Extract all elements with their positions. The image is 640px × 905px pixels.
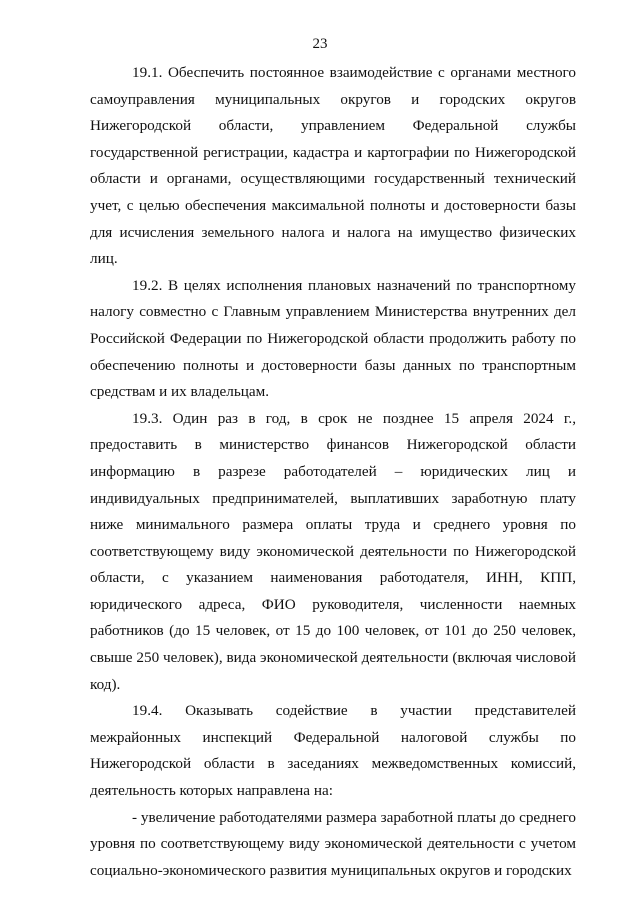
page-number: 23 — [312, 36, 328, 52]
document-body — [90, 60, 576, 884]
paragraph-19-4: 19.4. Оказывать содействие в участии представителей межрайонных инспекций Федеральной налоговой службы по Нижегородской области в заседаниях межведомственных комиссий, деятельность которых направлена на: — [90, 702, 576, 800]
paragraph-19-2: 19.2. В целях исполнения плановых назначений по транспортному налогу совместно с Главным управлением Министерства внутренних дел Российской Федерации по Нижегородской области продолжить работу по обеспечению полноты и достоверности базы данных по транспортным средствам и их владельцам. — [90, 276, 576, 401]
list-item-salary-increase: - увеличение работодателями размера заработной платы до среднего уровня по соответствующему виду экономической деятельности с учетом социально-экономического развития муниципальных округов и городских — [90, 808, 576, 879]
paragraph-19-3: 19.3. Один раз в год, в срок не позднее 15 апреля 2024 г., предоставить в министерство финансов Нижегородской области информацию в разрезе работодателей – юридических лиц и индивидуальных предпринимателей, выплативших заработную плату ниже минимального размера оплаты труда и среднего уровня по соответствующему виду экономической деятельности по Нижегородской области, с указанием наименования работодателя, ИНН, КПП, юридического адреса, ФИО руководителя, численности наемных работников (до 15 человек, от 15 до 100 человек, от 101 до 250 человек, свыше 250 человек), вида экономической деятельности (включая числовой код). — [90, 409, 576, 693]
paragraph-19-1: 19.1. Обеспечить постоянное взаимодействие с органами местного самоуправления муниципальных округов и городских округов Нижегородской области, управлением Федеральной службы государственной регистрации, кадастра и картографии по Нижегородской области и органами, осуществляющими государственный технический учет, с целью обеспечения максимальной полноты и достоверности базы для исчисления земельного налога и налога на имущество физических лиц. — [90, 64, 576, 268]
